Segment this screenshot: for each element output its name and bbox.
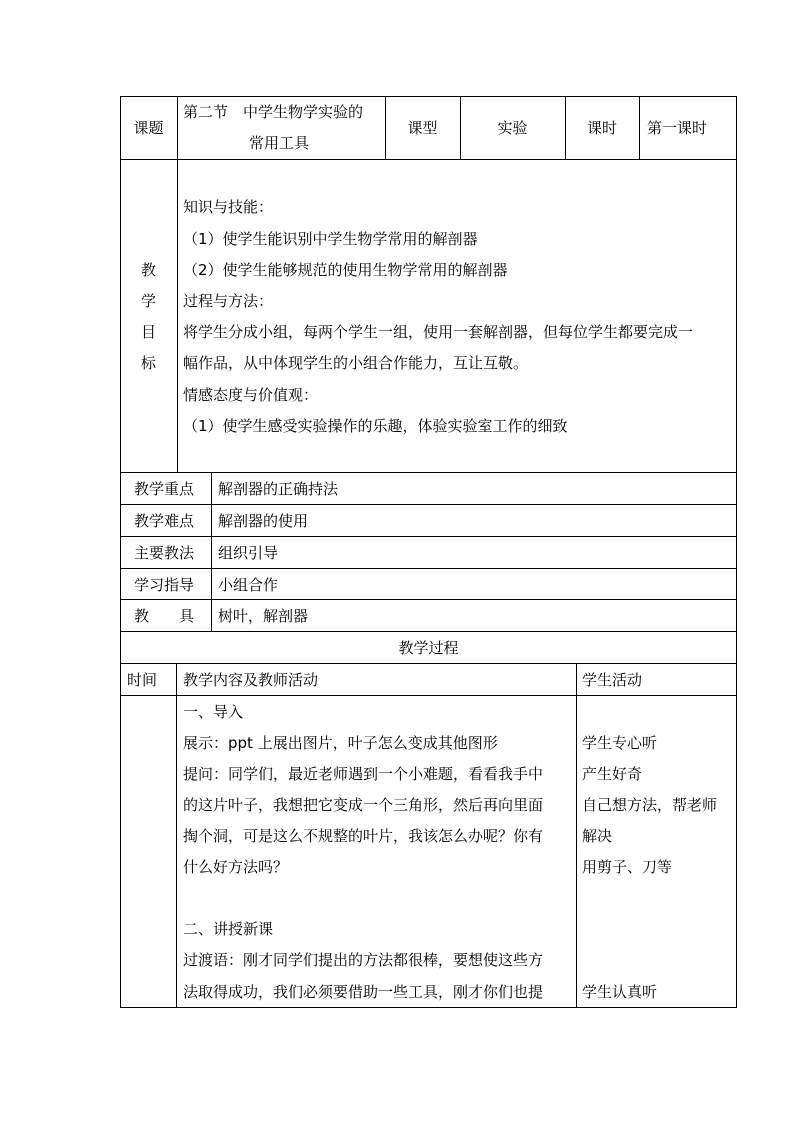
topic-value-line2: 常用工具: [249, 134, 310, 152]
content-line: 一、导入: [183, 703, 244, 721]
goals-label-char: 标: [140, 354, 156, 372]
goals-line: 知识与技能：: [183, 198, 274, 216]
goals-line: （2）使学生能够规范的使用生物学常用的解剖器: [183, 261, 508, 279]
goals-line: 幅作品，从中体现学生的小组合作能力，互让互敬。: [183, 354, 529, 372]
topic-value-line1: 第二节 中学生物学实验的: [183, 103, 364, 121]
info-label: 学习指导: [134, 576, 195, 594]
period-value: 第一课时: [647, 119, 708, 137]
goals-line: （1）使学生能识别中学生物学常用的解剖器: [183, 230, 478, 248]
info-label: 教 具: [134, 607, 195, 625]
info-label: 主要教法: [134, 544, 195, 562]
content-line: 提问：同学们，最近老师遇到一个小难题，看看我手中: [183, 765, 544, 783]
student-line: 解决: [582, 827, 613, 845]
goals-label-char: 学: [140, 292, 156, 310]
type-label: 课型: [407, 119, 438, 137]
content-line: 二、讲授新课: [183, 920, 274, 938]
goals-label-char: 目: [140, 323, 156, 341]
content-line: 掏个洞，可是这么不规整的叶片，我该怎么办呢？你有: [183, 827, 544, 845]
info-value: 小组合作: [218, 576, 279, 594]
goals-line: 情感态度与价值观：: [183, 386, 319, 404]
student-line: 学生认真听: [582, 983, 658, 1001]
goals-line: （1）使学生感受实验操作的乐趣，体验实验室工作的细致: [183, 417, 568, 435]
goals-line: 将学生分成小组，每两个学生一组，使用一套解剖器，但每位学生都要完成一: [183, 323, 694, 341]
content-line: 什么好方法吗？: [183, 858, 289, 876]
student-line: 用剪子、刀等: [582, 858, 673, 876]
period-label: 课时: [586, 119, 617, 137]
student-line: 产生好奇: [582, 765, 643, 783]
info-value: 解剖器的正确持法: [218, 480, 339, 498]
col-time-header: 时间: [127, 671, 158, 689]
info-value: 树叶，解剖器: [218, 607, 309, 625]
info-label: 教学重点: [134, 480, 195, 498]
content-line: 的这片叶子，我想把它变成一个三角形，然后再向里面: [183, 796, 544, 814]
type-value: 实验: [497, 119, 528, 137]
col-content-header: 教学内容及教师活动: [183, 671, 319, 689]
content-line: 过渡语：刚才同学们提出的方法都很棒，要想使这些方: [183, 951, 544, 969]
info-label: 教学难点: [134, 512, 195, 530]
content-line: 法取得成功，我们必须要借助一些工具，刚才你们也提: [183, 983, 544, 1001]
info-value: 解剖器的使用: [218, 512, 309, 530]
goals-label-char: 教: [140, 261, 156, 279]
content-line: 展示：ppt 上展出图片，叶子怎么变成其他图形: [183, 734, 498, 752]
student-line: 自己想方法，帮老师: [582, 796, 718, 814]
topic-label: 课题: [133, 119, 164, 137]
process-title: 教学过程: [398, 639, 459, 657]
col-student-header: 学生活动: [582, 671, 643, 689]
goals-line: 过程与方法：: [183, 292, 274, 310]
info-value: 组织引导: [218, 544, 279, 562]
student-line: 学生专心听: [582, 734, 658, 752]
